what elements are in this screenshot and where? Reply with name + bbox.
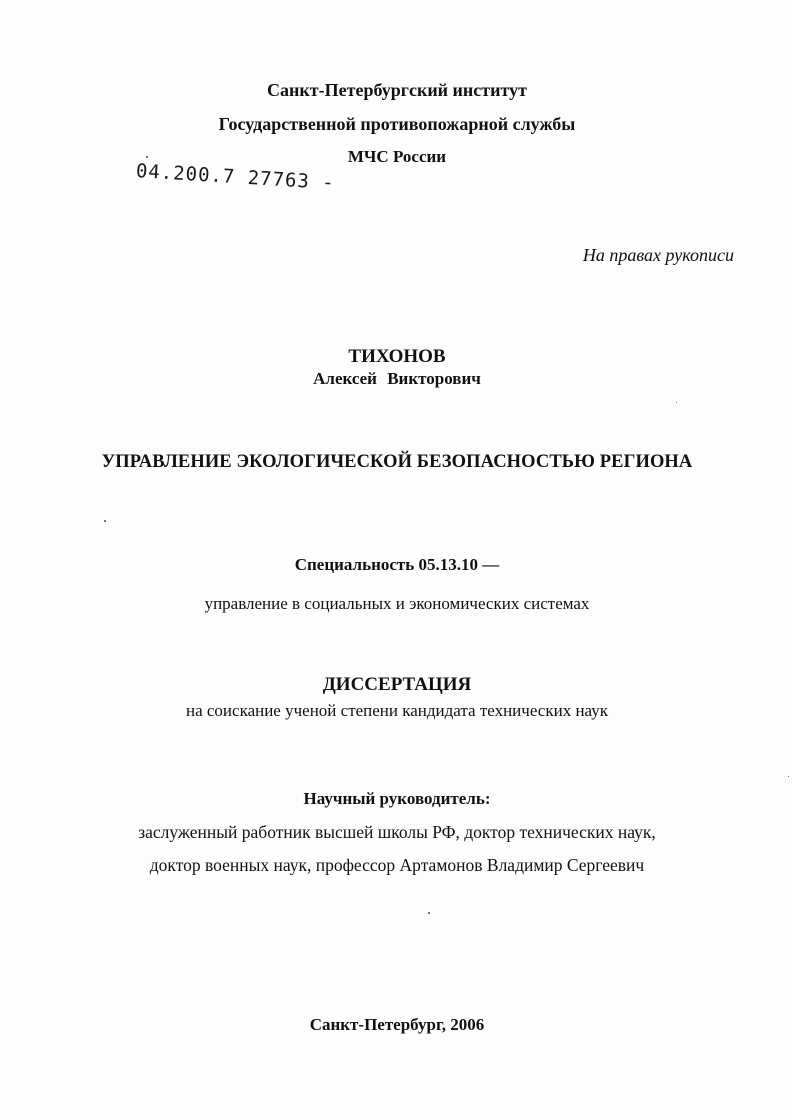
dissertation-title: УПРАВЛЕНИЕ ЭКОЛОГИЧЕСКОЙ БЕЗОПАСНОСТЬЮ РЕГИОНА [101, 452, 693, 472]
author-surname: ТИХОНОВ [348, 346, 446, 367]
supervisor-label: Научный руководитель: [303, 789, 491, 808]
scan-speck [146, 156, 148, 158]
scan-speck [428, 912, 430, 914]
institute-name-line1: Санкт-Петербургский институт [267, 80, 527, 100]
author-given-names: Алексей Викторович [313, 369, 481, 388]
degree-statement: на соискание ученой степени кандидата технических наук [185, 701, 608, 720]
document-type-heading: ДИССЕРТАЦИЯ [322, 674, 472, 695]
supervisor-titles: заслуженный работник высшей школы РФ, доктор технических наук, [138, 822, 656, 842]
library-stamp-number: 04.200.7 27763 - [135, 160, 336, 195]
scan-speck [104, 520, 106, 522]
city-and-year: Санкт-Петербург, 2006 [309, 1015, 485, 1034]
scan-speck [676, 402, 677, 403]
ministry-name: МЧС России [347, 147, 447, 166]
manuscript-rights-note: На правах рукописи [582, 245, 734, 265]
specialty-label: Специальность 05.13.10 — [294, 555, 500, 574]
specialty-description: управление в социальных и экономических системах [204, 594, 590, 613]
scan-speck [788, 776, 789, 777]
institute-name-line2: Государственной противопожарной службы [218, 114, 576, 134]
supervisor-name: доктор военных наук, профессор Артамонов Владимир Сергеевич [149, 855, 645, 875]
